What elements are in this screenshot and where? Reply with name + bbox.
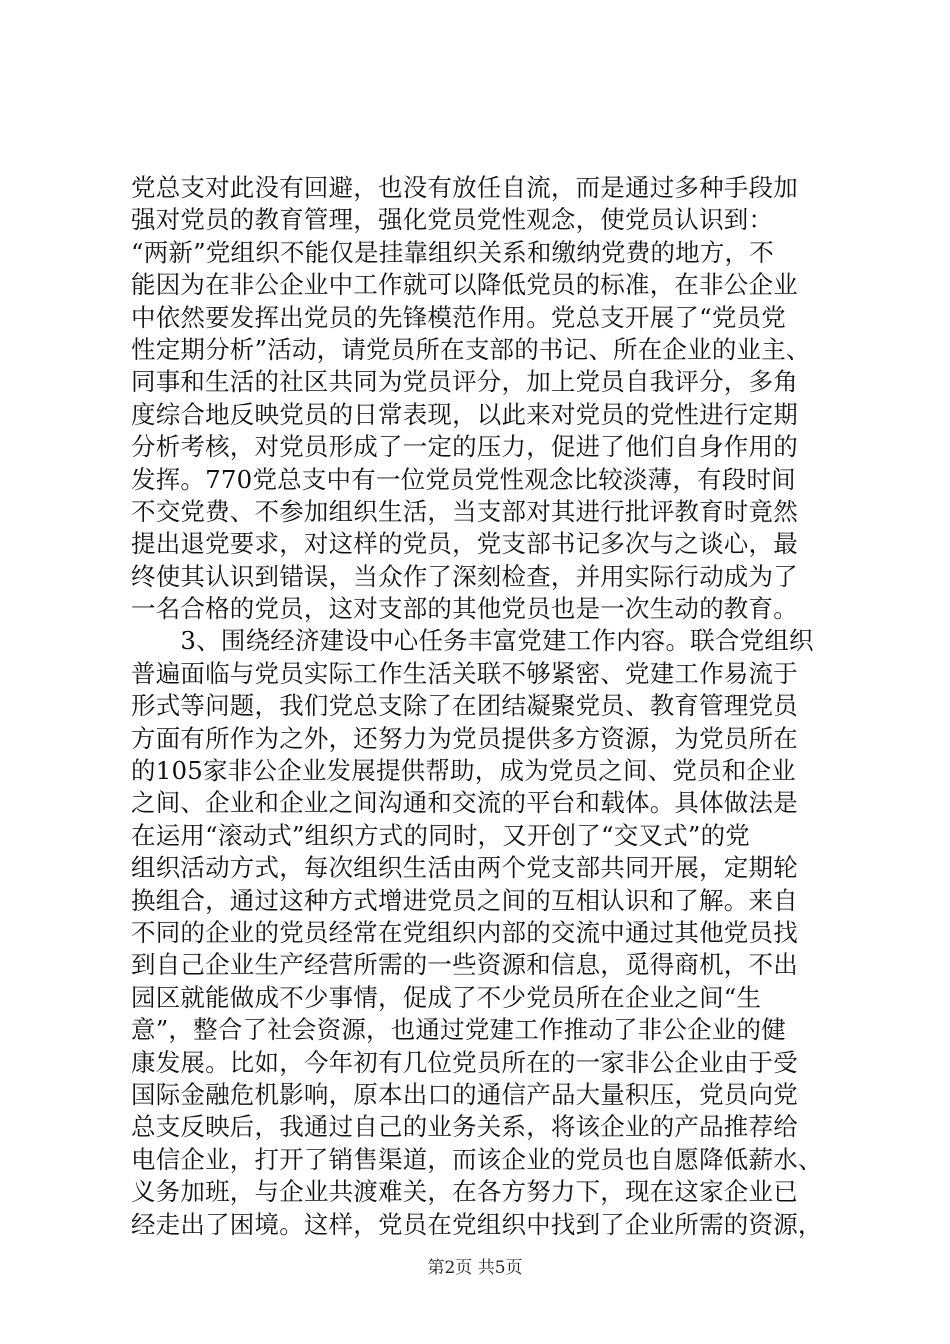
- text-line: 换组合，通过这种方式增进党员之间的互相认识和了解。来自: [131, 885, 798, 915]
- text-line: 组织活动方式，每次组织生活由两个党支部共同开展，定期轮: [131, 853, 798, 883]
- paragraph-start-line: 3、围绕经济建设中心任务丰富党建工作内容。联合党组织: [131, 626, 814, 656]
- text-line: 到自己企业生产经营所需的一些资源和信息，觅得商机，不出: [131, 950, 798, 980]
- text-line: 同事和生活的社区共同为党员评分，加上党员自我评分，多角: [131, 367, 798, 397]
- text-line: 提出退党要求，对这样的党员，党支部书记多次与之谈心，最: [131, 529, 798, 559]
- text-line: 形式等问题，我们党总支除了在团结凝聚党员、教育管理党员: [131, 691, 798, 721]
- text-line: 能因为在非公企业中工作就可以降低党员的标准，在非公企业: [131, 270, 798, 300]
- text-line: 的105家非公企业发展提供帮助，成为党员之间、党员和企业: [131, 756, 796, 786]
- text-line: 度综合地反映党员的日常表现，以此来对党员的党性进行定期: [131, 399, 798, 429]
- text-line: 发挥。770党总支中有一位党员党性观念比较淡薄，有段时间: [131, 464, 796, 494]
- text-line: 强对党员的教育管理，强化党员党性观念，使党员认识到：: [131, 205, 774, 235]
- body-text: [131, 172, 827, 1241]
- text-line: 普遍面临与党员实际工作生活关联不够紧密、党建工作易流于: [131, 658, 798, 688]
- text-line: 分析考核，对党员形成了一定的压力，促进了他们自身作用的: [131, 432, 798, 462]
- text-line: 性定期分析”活动，请党员所在支部的书记、所在企业的业主、: [131, 334, 811, 364]
- text-line: 之间、企业和企业之间沟通和交流的平台和载体。具体做法是: [131, 788, 798, 818]
- text-line: 园区就能做成不少事情，促成了不少党员所在企业之间“生: [131, 982, 762, 1012]
- text-line: 党总支对此没有回避，也没有放任自流，而是通过多种手段加: [131, 173, 798, 202]
- text-line: 康发展。比如，今年初有几位党员所在的一家非公企业由于受: [131, 1047, 798, 1077]
- text-line: 不同的企业的党员经常在党组织内部的交流中通过其他党员找: [131, 917, 798, 947]
- page-footer: 第2页 共5页: [427, 1258, 523, 1278]
- text-line: 经走出了困境。这样，党员在党组织中找到了企业所需的资源，: [131, 1209, 823, 1239]
- text-line: 意”，整合了社会资源，也通过党建工作推动了非公企业的健: [131, 1015, 786, 1045]
- text-line: 不交党费、不参加组织生活，当支部对其进行批评教育时竟然: [131, 496, 798, 526]
- text-line: 国际金融危机影响，原本出口的通信产品大量积压，党员向党: [131, 1079, 798, 1109]
- text-line: 一名合格的党员，这对支部的其他党员也是一次生动的教育。: [131, 594, 798, 624]
- text-line: 方面有所作为之外，还努力为党员提供多方资源，为党员所在: [131, 723, 798, 753]
- text-line: 在运用“滚动式”组织方式的同时，又开创了“交叉式”的党: [131, 820, 750, 850]
- text-line: 义务加班，与企业共渡难关，在各方努力下，现在这家企业已: [131, 1177, 798, 1207]
- text-line: “两新”党组织不能仅是挂靠组织关系和缴纳党费的地方，不: [131, 237, 774, 267]
- text-line: 总支反映后，我通过自己的业务关系，将该企业的产品推荐给: [131, 1112, 798, 1142]
- text-line: 电信企业，打开了销售渠道，而该企业的党员也自愿降低薪水、: [131, 1144, 823, 1174]
- text-line: 终使其认识到错误，当众作了深刻检查，并用实际行动成为了: [131, 561, 798, 591]
- text-line: 中依然要发挥出党员的先锋模范作用。党总支开展了“党员党: [131, 302, 786, 332]
